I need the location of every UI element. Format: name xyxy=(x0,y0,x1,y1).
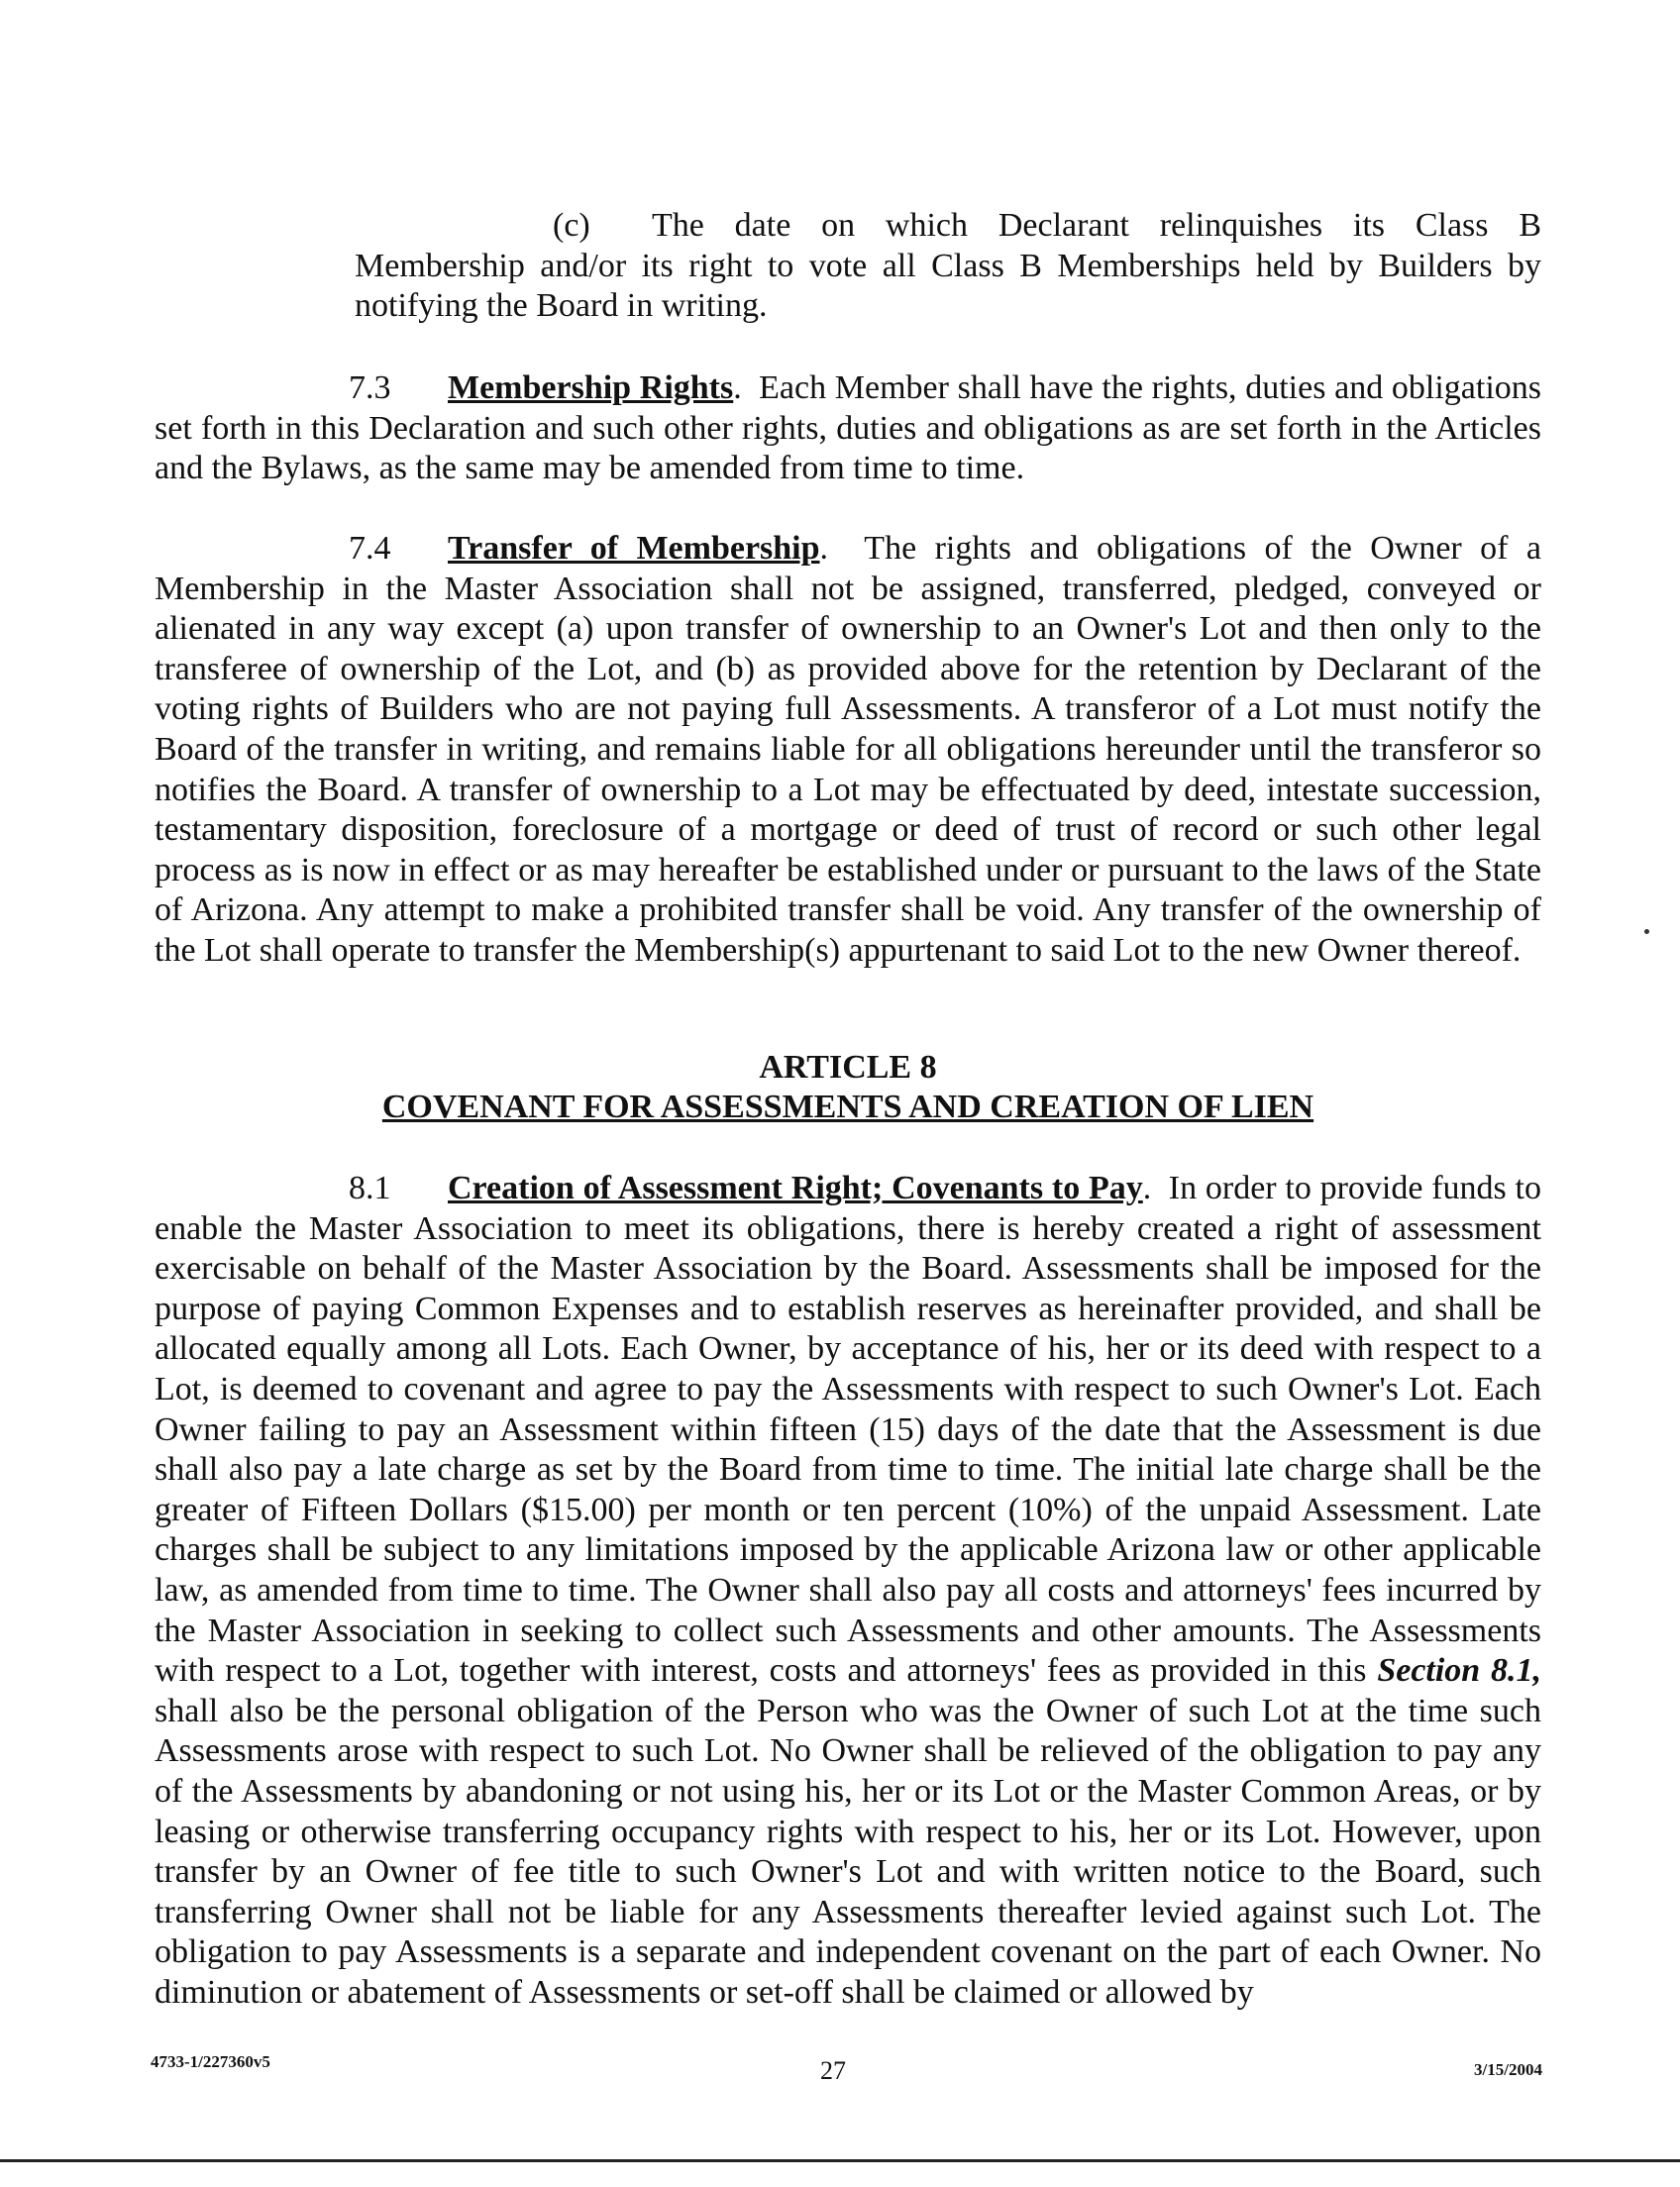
section-7-4-number: 7.4 xyxy=(349,530,391,567)
article-8-label: ARTICLE 8 xyxy=(759,1049,937,1086)
paragraph-c-text: The date on which Declarant relinquishes its Class B Membership and/or its right to vote all Class B Memberships held by Builders by notifying the Board in writing. xyxy=(355,207,1541,325)
section-8-1-text-part2: shall also be the personal obligation of the Person who was the Owner of such Lot at the time such Assessments arose with respect to such Lot. No Owner shall be relieved of the obligation to pay any of the Assessments by abandoning or not using his, her or its Lot or the Master Common Areas, or by leasing or otherwise transferring occupancy rights with respect to his, her or its Lot. However, upon transfer by an Owner of fee title to such Owner's Lot and with written notice to the Board, such transferring Owner shall not be liable for any Assessments thereafter levied against such Lot. The obligation to pay Assessments is a separate and independent covenant on the part of each Owner. No diminution or abatement of Assessments or set-off shall be claimed or allowed by xyxy=(155,1692,1541,2011)
footer-doc-id: 4733-1/227360v5 xyxy=(151,2052,270,2071)
article-8-title: COVENANT FOR ASSESSMENTS AND CREATION OF LIEN xyxy=(381,1089,1314,1125)
section-8-1-number: 8.1 xyxy=(349,1170,391,1206)
section-7-3-number: 7.3 xyxy=(349,369,391,406)
section-8-1: 8.1 Creation of Assessment Right; Covenants to Pay. In order to provide funds to enable the Master Association to meet its obligations, there is hereby created a right of assessment exercisable on behalf of the Master Association by the Board. Assessments shall be imposed for the purpose of paying Common Expenses and to establish reserves as hereinafter provided, and shall be allocated equally among all Lots. Each Owner, by acceptance of his, her or its deed with respect to a Lot, is deemed to covenant and agree to pay the Assessments with respect to such Owner's Lot. Each Owner failing to pay an Assessment within fifteen (15) days of the date that the Assessment is due shall also pay a late charge as set by the Board from time to time. The initial late charge shall be the greater of Fifteen Dollars ($15.00) per month or ten percent (10%) of the unpaid Assessment. Late charges shall be subject to any limitations imposed by the applicable Arizona law or other applicable law, as amended from time to time. The Owner shall also pay all costs and attorneys' fees incurred by the Master Association in seeking to collect such Assessments and other amounts. The Assessments with respect to a Lot, together with interest, costs and attorneys' fees as provided in this Section 8.1, shall also be the personal obligation of the Person who was the Owner of such Lot at the time such Assessments arose with respect to such Lot. No Owner shall be relieved of the obligation to pay any of the Assessments by abandoning or not using his, her or its Lot or the Master Common Areas, or by leasing or otherwise transferring occupancy rights with respect to his, her or its Lot. However, upon transfer by an Owner of fee title to such Owner's Lot and with written notice to the Board, such transferring Owner shall not be liable for any Assessments thereafter levied against such Lot. The obligation to pay Assessments is a separate and independent covenant on the part of each Owner. No diminution or abatement of Assessments or set-off shall be claimed or allowed by xyxy=(155,1170,1542,2011)
section-7-3-text: Each Member shall have the rights, duties and obligations set forth in this Declaration and such other rights, duties and obligations as are set forth in the Articles and the Bylaws, as the same may be amended from time to time. xyxy=(155,369,1542,487)
paragraph-c-label: (c) xyxy=(553,207,590,244)
section-8-1-text-part1: In order to provide funds to enable the Master Association to meet its obligations, there is hereby created a right of assessment exercisable on behalf of the Master Association by the Board. Assessments shall be imposed for the purpose of paying Common Expenses and to establish reserves as hereinafter provided, and shall be allocated equally among all Lots. Each Owner, by acceptance of his, her or its deed with respect to a Lot, is deemed to covenant and agree to pay the Assessments with respect to such Owner's Lot. Each Owner failing to pay an Assessment within fifteen (15) days of the date that the Assessment is due shall also pay a late charge as set by the Board from time to time. The initial late charge shall be the greater of Fifteen Dollars ($15.00) per month or ten percent (10%) of the unpaid Assessment. Late charges shall be subject to any limitations imposed by the applicable Arizona law or other applicable law, as amended from time to time. The Owner shall also pay all costs and attorneys' fees incurred by the Master Association in seeking to collect such Assessments and other amounts. The Assessments with respect to a Lot, together with interest, costs and attorneys' fees as provided in this xyxy=(155,1170,1542,1690)
section-7-3-heading: Membership Rights xyxy=(448,369,734,406)
paragraph-c xyxy=(355,206,1541,327)
footer-page-number: 27 xyxy=(820,2056,846,2085)
section-7-3: 7.3 Membership Rights. Each Member shall have the rights, duties and obligations set forth in this Declaration and such other rights, duties and obligations as are set forth in the Articles and the Bylaws, as the same may be amended from time to time. xyxy=(155,369,1542,487)
section-7-4-text: The rights and obligations of the Owner of a Membership in the Master Association shall not be assigned, transferred, pledged, conveyed or alienated in any way except (a) upon transfer of ownership to an Owner's Lot and then only to the transferee of ownership of the Lot, and (b) as provided above for the retention by Declarant of the voting rights of Builders who are not paying full Assessments. A transferor of a Lot must notify the Board of the transfer in writing, and remains liable for all obligations hereunder until the transferor so notifies the Board. A transfer of ownership to a Lot may be effectuated by deed, intestate succession, testamentary disposition, foreclosure of a mortgage or deed of trust of record or such other legal process as is now in effect or as may hereafter be established under or pursuant to the laws of the State of Arizona. Any attempt to make a prohibited transfer shall be void. Any transfer of the ownership of the Lot shall operate to transfer the Membership(s) appurtenant to said Lot to the new Owner thereof. xyxy=(155,530,1541,969)
section-7-4: 7.4 Transfer of Membership. The rights and obligations of the Owner of a Membership in the Master Association shall not be assigned, transferred, pledged, conveyed or alienated in any way except (a) upon transfer of ownership to an Owner's Lot and then only to the transferee of ownership of the Lot, and (b) as provided above for the retention by Declarant of the voting rights of Builders who are not paying full Assessments. A transferor of a Lot must notify the Board of the transfer in writing, and remains liable for all obligations hereunder until the transferor so notifies the Board. A transfer of ownership to a Lot may be effectuated by deed, intestate succession, testamentary disposition, foreclosure of a mortgage or deed of trust of record or such other legal process as is now in effect or as may hereafter be established under or pursuant to the laws of the State of Arizona. Any attempt to make a prohibited transfer shall be void. Any transfer of the ownership of the Lot shall operate to transfer the Membership(s) appurtenant to said Lot to the new Owner thereof. xyxy=(155,530,1541,969)
section-8-1-heading: Creation of Assessment Right; Covenants to Pay xyxy=(448,1170,1143,1206)
section-8-1-reference: Section 8.1, xyxy=(1377,1652,1541,1690)
article-8-heading xyxy=(155,1048,1541,1127)
section-7-4-heading: Transfer of Membership xyxy=(448,530,820,567)
scan-speck xyxy=(1644,929,1649,934)
footer-date: 3/15/2004 xyxy=(1474,2060,1542,2079)
bottom-rule xyxy=(0,2159,1680,2162)
